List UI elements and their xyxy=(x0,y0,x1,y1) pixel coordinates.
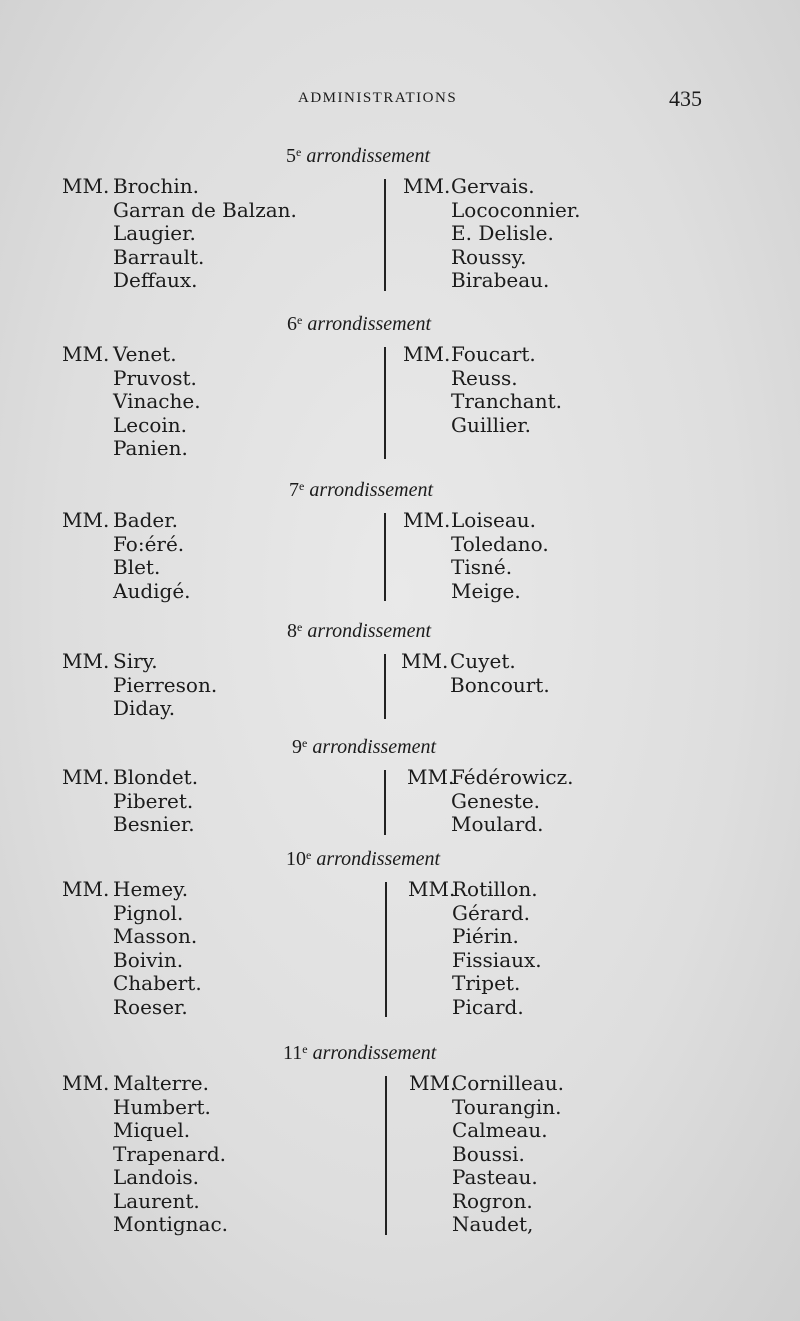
member-name: Fissiaux. xyxy=(452,947,542,972)
section-label: arrondissement xyxy=(307,620,432,642)
member-name: Moulard. xyxy=(451,812,544,836)
member-name: Foucart. xyxy=(451,342,536,366)
member-name: Meige. xyxy=(451,578,521,603)
honorific-prefix: MM. xyxy=(62,877,110,901)
section-number: 10 xyxy=(286,848,306,870)
section-title xyxy=(286,848,440,871)
section-number: 11 xyxy=(283,1042,303,1064)
member-name: Boncourt. xyxy=(450,672,550,697)
honorific-prefix: MM. xyxy=(401,649,449,673)
member-name: Calmeau. xyxy=(452,1118,548,1142)
member-name: Cuyet. xyxy=(450,649,516,673)
section-number: 5 xyxy=(286,145,296,167)
member-name: Audigé. xyxy=(113,578,191,603)
column-divider xyxy=(384,347,386,459)
member-name: Roussy. xyxy=(451,244,527,269)
member-name: Garran de Balzan. xyxy=(113,197,297,222)
honorific-prefix: MM. xyxy=(62,1071,110,1095)
page-number: 435 xyxy=(669,86,702,111)
section-title xyxy=(286,145,430,168)
member-name: Laugier. xyxy=(113,221,196,245)
member-name: Masson. xyxy=(113,924,198,948)
section-ordinal-suffix: e xyxy=(296,145,302,159)
member-name: Tisné. xyxy=(451,555,513,579)
member-name: Fo:éré. xyxy=(113,531,185,556)
member-name: Barrault. xyxy=(113,244,205,269)
honorific-prefix: MM. xyxy=(407,765,455,789)
honorific-prefix: MM. xyxy=(403,508,451,532)
member-name: Blet. xyxy=(113,555,161,579)
member-name: Siry. xyxy=(113,649,158,673)
member-name: Tourangin. xyxy=(452,1094,562,1119)
section-number: 7 xyxy=(289,479,299,501)
member-name: Gervais. xyxy=(451,174,535,198)
honorific-prefix: MM. xyxy=(403,342,451,366)
honorific-prefix: MM. xyxy=(409,1071,457,1095)
member-name: Pierreson. xyxy=(113,672,218,697)
member-name: Boussi. xyxy=(452,1141,525,1166)
member-name: Birabeau. xyxy=(451,268,550,292)
column-divider xyxy=(385,882,387,1017)
section-label: arrondissement xyxy=(306,145,431,167)
section-ordinal-suffix: e xyxy=(299,479,305,493)
section-ordinal-suffix: e xyxy=(306,848,312,862)
member-name: Venet. xyxy=(113,342,177,366)
section-title xyxy=(292,736,436,759)
member-name: Pasteau. xyxy=(452,1165,538,1189)
member-name: Geneste. xyxy=(451,788,541,813)
section-ordinal-suffix: e xyxy=(302,1042,308,1056)
member-name: Hemey. xyxy=(113,877,189,901)
member-name: Pignol. xyxy=(113,900,184,925)
section-label: arrondissement xyxy=(309,479,434,501)
member-name: Naudet, xyxy=(452,1212,534,1236)
section-label: arrondissement xyxy=(312,1042,437,1064)
honorific-prefix: MM. xyxy=(403,174,451,198)
section-label: arrondissement xyxy=(312,736,437,758)
section-label: arrondissement xyxy=(316,848,441,870)
column-divider xyxy=(384,770,386,835)
member-name: E. Delisle. xyxy=(451,221,554,245)
member-name: Landois. xyxy=(113,1165,199,1189)
page-header xyxy=(0,86,800,116)
member-name: Reuss. xyxy=(451,365,518,390)
member-name: Cornilleau. xyxy=(452,1071,564,1095)
section-title xyxy=(283,1042,436,1065)
member-name: Rotillon. xyxy=(452,877,538,901)
member-name: Guillier. xyxy=(451,412,531,437)
running-head: ADMINISTRATIONS xyxy=(298,90,458,106)
honorific-prefix: MM. xyxy=(62,174,110,198)
section-label: arrondissement xyxy=(307,313,432,335)
member-name: Lococonnier. xyxy=(451,197,581,222)
member-name: Lecoin. xyxy=(113,412,187,437)
honorific-prefix: MM. xyxy=(62,649,110,673)
member-name: Montignac. xyxy=(113,1212,228,1236)
section-title xyxy=(287,620,431,643)
section-ordinal-suffix: e xyxy=(297,620,303,634)
member-name: Bader. xyxy=(113,508,178,532)
section-number: 6 xyxy=(287,313,297,335)
section-number: 9 xyxy=(292,736,302,758)
column-divider xyxy=(384,513,386,601)
member-name: Toledano. xyxy=(451,531,549,556)
member-name: Tranchant. xyxy=(451,389,562,413)
member-name: Chabert. xyxy=(113,971,202,995)
member-name: Picard. xyxy=(452,994,524,1019)
member-name: Tripet. xyxy=(452,971,521,995)
member-name: Loiseau. xyxy=(451,508,536,532)
member-name: Panien. xyxy=(113,436,188,460)
member-name: Diday. xyxy=(113,696,176,720)
column-divider xyxy=(384,654,386,719)
member-name: Humbert. xyxy=(113,1094,211,1119)
member-name: Vinache. xyxy=(113,389,201,413)
section-ordinal-suffix: e xyxy=(302,736,308,750)
member-name: Fédérowicz. xyxy=(451,765,574,789)
member-name: Blondet. xyxy=(113,765,199,789)
section-title xyxy=(289,479,433,502)
section-number: 8 xyxy=(287,620,297,642)
honorific-prefix: MM. xyxy=(408,877,456,901)
member-name: Malterre. xyxy=(113,1071,209,1095)
column-divider xyxy=(385,1076,387,1235)
member-name: Deffaux. xyxy=(113,268,198,292)
member-name: Laurent. xyxy=(113,1188,200,1213)
member-name: Brochin. xyxy=(113,174,200,198)
column-divider xyxy=(384,179,386,291)
member-name: Besnier. xyxy=(113,812,195,836)
member-name: Rogron. xyxy=(452,1188,533,1213)
honorific-prefix: MM. xyxy=(62,508,110,532)
member-name: Roeser. xyxy=(113,994,188,1019)
member-name: Gérard. xyxy=(452,900,531,925)
honorific-prefix: MM. xyxy=(62,765,110,789)
member-name: Boivin. xyxy=(113,947,184,972)
section-title xyxy=(287,313,431,336)
member-name: Piérin. xyxy=(452,924,519,948)
member-name: Miquel. xyxy=(113,1118,191,1142)
member-name: Pruvost. xyxy=(113,365,197,390)
section-ordinal-suffix: e xyxy=(297,313,303,327)
member-name: Piberet. xyxy=(113,788,194,813)
member-name: Trapenard. xyxy=(113,1141,226,1166)
honorific-prefix: MM. xyxy=(62,342,110,366)
